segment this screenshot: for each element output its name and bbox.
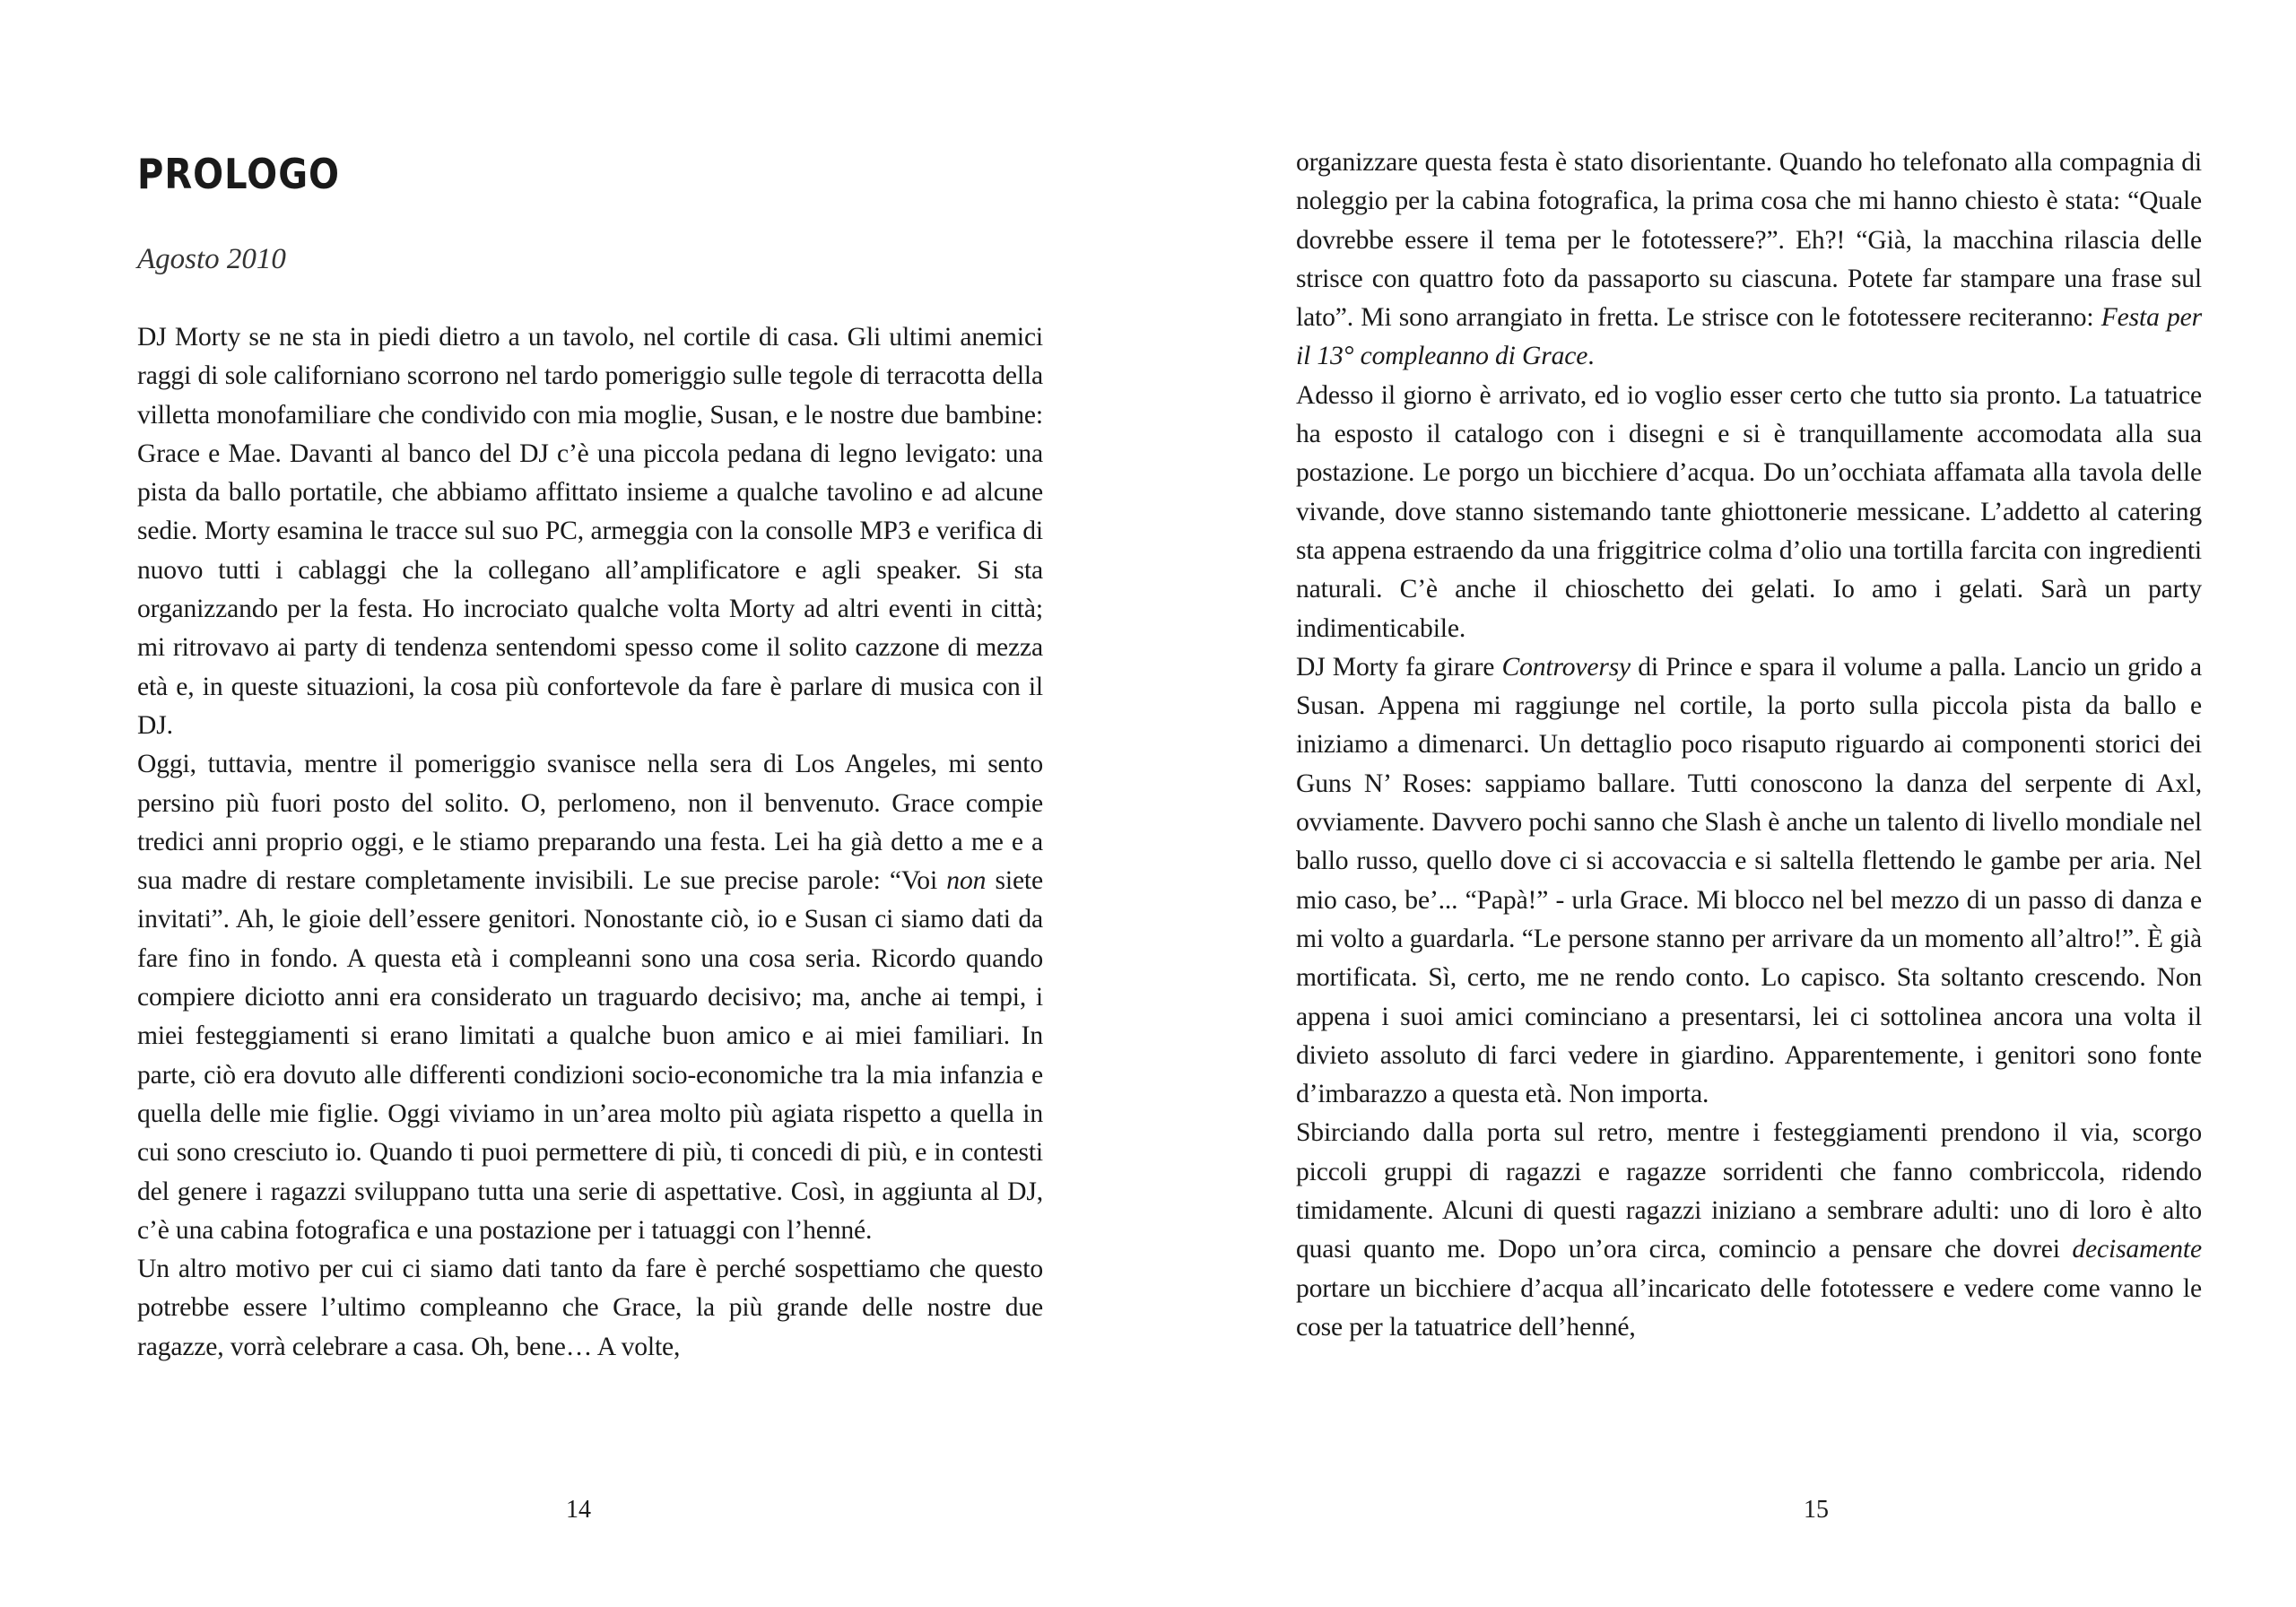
- right-body-text: [1296, 143, 2202, 1347]
- paragraph: [1296, 648, 2202, 1115]
- paragraph: [1296, 143, 2202, 377]
- text-fragment: DJ Morty fa girare: [1296, 652, 1502, 682]
- paragraph: [137, 1250, 1043, 1367]
- page-number-right: 15: [1804, 1496, 1829, 1524]
- text-fragment: Sbirciando dalla porta sul retro, mentre i festeggiamenti prendono il via, scorgo piccoli gruppi di ragazzi e ragazze sorridenti che fanno combriccola, ridendo timidamente. Alcuni di questi ragazzi iniziano a sembrare adulti: uno di loro è alto quasi quanto me. Dopo un’ora circa, comincio a pensare che dovrei: [1296, 1118, 2202, 1264]
- italic-text: Festa per il 13° compleanno di Grace: [1296, 303, 2202, 371]
- text-fragment: Oggi, tuttavia, mentre il pomeriggio svanisce nella sera di Los Angeles, mi sento persino più fuori posto del solito. O, perlomeno, non il benvenuto. Grace compie tredici anni proprio oggi, e le stiamo preparando una festa. Lei ha già detto a me e a sua madre di restare completamente invisibili. Le sue precise parole: “Voi: [137, 750, 1043, 896]
- italic-text: decisamente: [2072, 1235, 2202, 1264]
- text-fragment: di Prince e spara il volume a palla. Lancio un grido a Susan. Appena mi raggiunge nel cortile, la porto sulla piccola pista da ballo e iniziamo a dimenarci. Un dettaglio poco risaputo riguardo ai componenti storici dei Guns N’ Roses: sappiamo ballare. Tutti conoscono la danza del serpente di Axl, ovviamente. Davvero pochi sanno che Slash è anche un talento di livello mondiale nel ballo russo, quello dove ci si accovaccia e si saltella flettendo le gambe per aria. Nel mio caso, be’... “Papà!” - urla Grace. Mi blocco nel bel mezzo di un passo di danza e mi volto a guardarla. “Le persone stanno per arrivare da un momento all’altro!”. È già mortificata. Sì, certo, me ne rendo conto. Lo capisco. Sta soltanto crescendo. Non appena i suoi amici cominciano a presentarsi, lei ci sottolinea ancora una volta il divieto assoluto di farci vedere in giardino. Apparentemente, i genitori sono fonte d’imbarazzo a questa età. Non importa.: [1296, 652, 2203, 1109]
- page-number-left: 14: [566, 1496, 591, 1524]
- text-fragment: portare un bicchiere d’acqua all’incaricato delle fototessere e vedere come vanno le cose per la tatuatrice dell’henné,: [1296, 1273, 2202, 1342]
- italic-text: Controversy: [1501, 652, 1631, 682]
- italic-text: non: [946, 866, 987, 896]
- text-fragment: Adesso il giorno è arrivato, ed io voglio esser certo che tutto sia pronto. La tatuatrice ha esposto il catalogo con i disegni e si è tranquillamente accomodata alla sua postazione. Le porgo un bicchiere d’acqua. Do un’occhiata affamata alla tavola delle vivande, dove stanno sistemando tante ghiottonerie messicane. L’addetto al catering sta appena estraendo da una friggitrice colma d’olio una tortilla farcita con ingredienti naturali. C’è anche il chioschetto dei gelati. Io amo i gelati. Sarà un party indimenticabile.: [1296, 380, 2202, 643]
- text-fragment: DJ Morty se ne sta in piedi dietro a un tavolo, nel cortile di casa. Gli ultimi anemici raggi di sole californiano scorrono nel tardo pomeriggio sulle tegole di terracotta della villetta monofamiliare che condivido con mia moglie, Susan, e le nostre due bambine: Grace e Mae. Davanti al banco del DJ c’è una piccola pedana di legno levigato: una pista da ballo portatile, che abbiamo affittato insieme a qualche tavolino e ad alcune sedie. Morty esamina le tracce sul suo PC, armeggia con la consolle MP3 e verifica di nuovo tutti i cablaggi che la collegano all’amplificatore e agli speaker. Si sta organizzando per la festa. Ho incrociato qualche volta Morty ad altri eventi in città; mi ritrovavo ai party di tendenza sentendomi spesso come il solito cazzone di mezza età e, in queste situazioni, la cosa più confortevole da fare è parlare di musica con il DJ.: [137, 323, 1043, 740]
- right-page: [1148, 0, 2296, 1607]
- text-fragment: siete invitati”. Ah, le gioie dell’essere genitori. Nonostante ciò, io e Susan ci siamo dati da fare fino in fondo. A questa età i compleanni sono una cosa seria. Ricordo quando compiere diciotto anni era considerato un traguardo decisivo; ma, anche ai tempi, i miei festeggiamenti si erano limitati a qualche buon amico e ai miei familiari. In parte, ciò era dovuto alle differenti condizioni socio-economiche tra la mia infanzia e quella delle mie figlie. Oggi viviamo in un’area molto più agiata rispetto a quella in cui sono cresciuto io. Quando ti puoi permettere di più, ti concedi di più, e in contesti del genere i ragazzi sviluppano tutta una serie di aspettative. Così, in aggiunta al DJ, c’è una cabina fotografica e una postazione per i tatuaggi con l’henné.: [137, 866, 1043, 1245]
- paragraph: [137, 318, 1043, 745]
- paragraph: [1296, 1114, 2202, 1347]
- paragraph: [1296, 377, 2202, 648]
- left-text-column: [137, 148, 1043, 1367]
- paragraph: [137, 745, 1043, 1250]
- text-fragment: organizzare questa festa è stato disorientante. Quando ho telefonato alla compagnia di noleggio per la cabina fotografica, la prima cosa che mi hanno chiesto è stata: “Quale dovrebbe essere il tema per le fototessere?”. Eh?! “Già, la macchina rilascia delle strisce con quattro foto da passaporto su ciascuna. Potete far stampare una frase sul lato”. Mi sono arrangiato in fretta. Le strisce con le fototessere reciteranno:: [1296, 148, 2202, 333]
- left-body-text: [137, 318, 1043, 1367]
- text-fragment: .: [1587, 342, 1595, 371]
- chapter-title: PROLOGO: [137, 151, 341, 199]
- chapter-date: Agosto 2010: [137, 243, 286, 275]
- right-text-column: [1296, 143, 2202, 1347]
- text-fragment: Un altro motivo per cui ci siamo dati tanto da fare è perché sospettiamo che questo potrebbe essere l’ultimo compleanno che Grace, la più grande delle nostre due ragazze, vorrà celebrare a casa. Oh, bene… A volte,: [137, 1255, 1043, 1361]
